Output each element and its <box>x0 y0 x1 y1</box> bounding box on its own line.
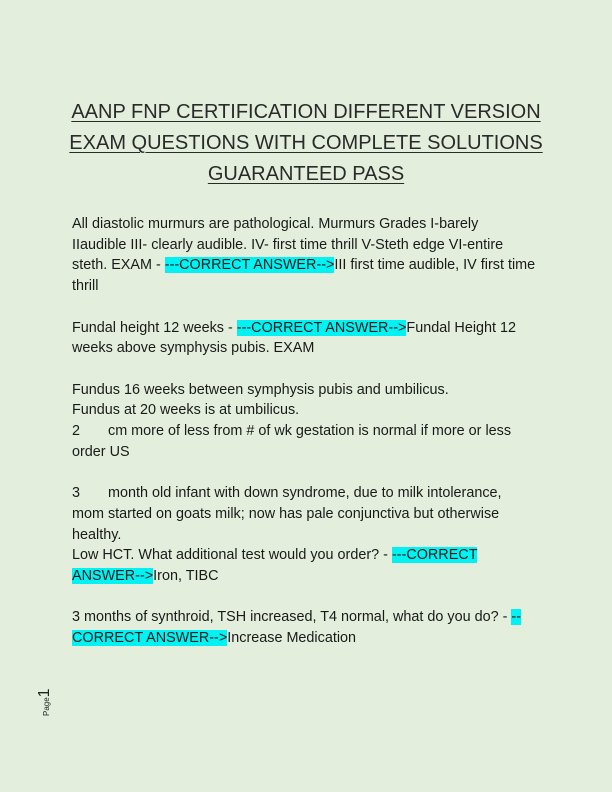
text-line <box>72 566 534 587</box>
list-text: month old infant with down syndrome, due to milk intolerance, <box>108 485 502 502</box>
page-label: Page <box>42 697 51 716</box>
page-number-value: 1 <box>36 688 53 698</box>
answer-text: thrill <box>72 278 99 295</box>
text-line: mom started on goats milk; now has pale conjunctiva but otherwise <box>72 505 500 522</box>
answer-text: Increase Medication <box>227 630 357 646</box>
text-line: Fundus 16 weeks between symphysis pubis and umbilicus. <box>72 381 449 398</box>
text-line: healthy. <box>72 526 122 543</box>
question-text: Fundal height 12 weeks - <box>72 319 237 336</box>
text-line: IIaudible III- clearly audible. IV- first time thrill V-Steth edge VI-entire <box>72 236 504 253</box>
question-murmurs <box>72 214 534 297</box>
text-line <box>72 255 534 276</box>
text-line: Fundus at 20 weeks is at umbilicus. <box>72 402 300 419</box>
text-line <box>72 628 534 649</box>
question-text: Low HCT. What additional test would you order? - <box>72 547 392 564</box>
document-body <box>72 214 534 669</box>
question-text: steth. EXAM - <box>72 257 165 274</box>
answer-marker: CORRECT ANSWER--> <box>72 630 228 646</box>
answer-marker: ---CORRECT <box>391 547 478 564</box>
title-line-2: EXAM QUESTIONS WITH COMPLETE SOLUTIONS <box>69 132 543 154</box>
question-fundal-height <box>72 318 534 359</box>
text-line: order US <box>72 443 130 460</box>
document-title <box>60 97 552 190</box>
list-number: 2 <box>72 423 81 439</box>
question-text: 3 months of synthroid, TSH increased, T4 normal, what do you do? - <box>72 609 512 626</box>
text-line <box>72 318 534 339</box>
title-line-1: AANP FNP CERTIFICATION DIFFERENT VERSION <box>71 101 541 123</box>
answer-marker: ---CORRECT ANSWER--> <box>236 319 407 336</box>
text-line <box>72 421 534 442</box>
note-fundus <box>72 380 534 463</box>
question-infant <box>72 483 534 587</box>
page-number <box>36 688 54 716</box>
text-line: All diastolic murmurs are pathological. Murmurs Grades I-barely <box>72 216 479 232</box>
title-line-3: GUARANTEED PASS <box>207 163 405 185</box>
list-text: cm more of less from # of wk gestation is normal if more or less <box>108 423 512 439</box>
answer-marker: ANSWER--> <box>72 567 154 584</box>
text-line <box>72 607 534 628</box>
list-number: 3 <box>72 485 81 502</box>
answer-text: weeks above symphysis pubis. EXAM <box>72 340 315 357</box>
question-synthroid <box>72 607 534 648</box>
answer-text: III first time audible, IV first time <box>334 257 536 274</box>
text-line <box>72 483 534 504</box>
text-line <box>72 545 534 566</box>
answer-text: Iron, TIBC <box>153 567 219 584</box>
answer-marker: ---CORRECT ANSWER--> <box>164 257 335 274</box>
answer-marker: -- <box>511 609 521 626</box>
answer-text: Fundal Height 12 <box>406 319 517 336</box>
